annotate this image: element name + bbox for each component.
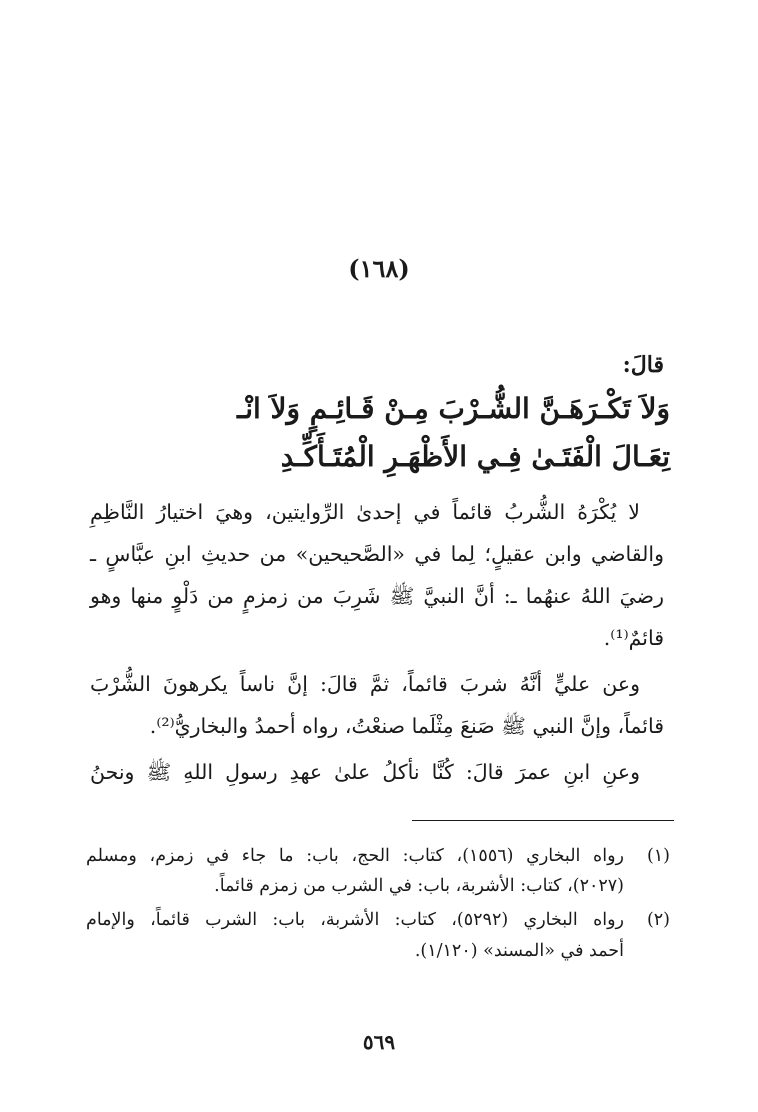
verse-line-1: وَلاَ تَكْـرَهَـنَّ الشُّـرْبَ مِـنْ قَـائِـمٍ وَلاَ انْـ	[236, 392, 670, 425]
qala-label: قالَ:	[622, 352, 664, 378]
footnote-1-number: (١)	[646, 846, 670, 866]
footnote-separator	[412, 820, 674, 821]
footnote-1-line-2: (٢٠٢٧)، كتاب: الأشربة، باب: في الشرب من زمزم قائماً.	[214, 876, 624, 896]
paragraph-1-line-1: لا يُكْرَهُ الشُّربُ قائماً في إحدىٰ الرِّوايتين، وهيَ اختيارُ النَّاظِمِ	[90, 500, 641, 524]
paragraph-1-line-3: رضيَ اللهُ عنهُما ـ: أنَّ النبيَّ ﷺ شَرِبَ من زمزمٍ من دَلْوٍ منها وهو	[90, 584, 664, 608]
footnote-1-line-1: رواه البخاري (١٥٥٦)، كتاب: الحج، باب: ما جاء في زمزم، ومسلم	[86, 846, 624, 866]
paragraph-3-line-1: وعنِ ابنِ عمرَ قالَ: كُنَّا نأكلُ علىٰ عهدِ رسولِ اللهِ ﷺ ونحنُ	[90, 760, 640, 784]
footnote-2-number: (٢)	[646, 910, 670, 930]
footnote-2-line-2: أحمد في «المسند» (١/١٢٠).	[414, 941, 624, 961]
page-number: ٥٦٩	[362, 1030, 396, 1054]
verse-line-2: تِعَـالَ الْفَتَـىٰ فِـي الأَظْهَـرِ الْمُتَـأَكِّـدِ	[280, 440, 670, 473]
section-number: (١٦٨)	[348, 254, 410, 283]
paragraph-1-line-4: قائمٌ⁽¹⁾.	[603, 626, 664, 650]
paragraph-1-line-2: والقاضي وابن عقيلٍ؛ لِما في «الصَّحيحين» من حديثِ ابنِ عبَّاسٍ ـ	[90, 542, 664, 566]
footnote-2-line-1: رواه البخاري (٥٢٩٢)، كتاب: الأشربة، باب: الشرب قائماً، والإمام	[86, 910, 624, 930]
paragraph-2-line-1: وعن عليٍّ أنَّهُ شربَ قائماً، ثمَّ قالَ: إنَّ ناساً يكرهونَ الشُّرْبَ	[90, 672, 640, 696]
paragraph-2-line-2: قائماً، وإنَّ النبي ﷺ صَنعَ مِثْلَما صنعْتُ، رواه أحمدُ والبخاريُّ⁽²⁾.	[149, 714, 664, 738]
